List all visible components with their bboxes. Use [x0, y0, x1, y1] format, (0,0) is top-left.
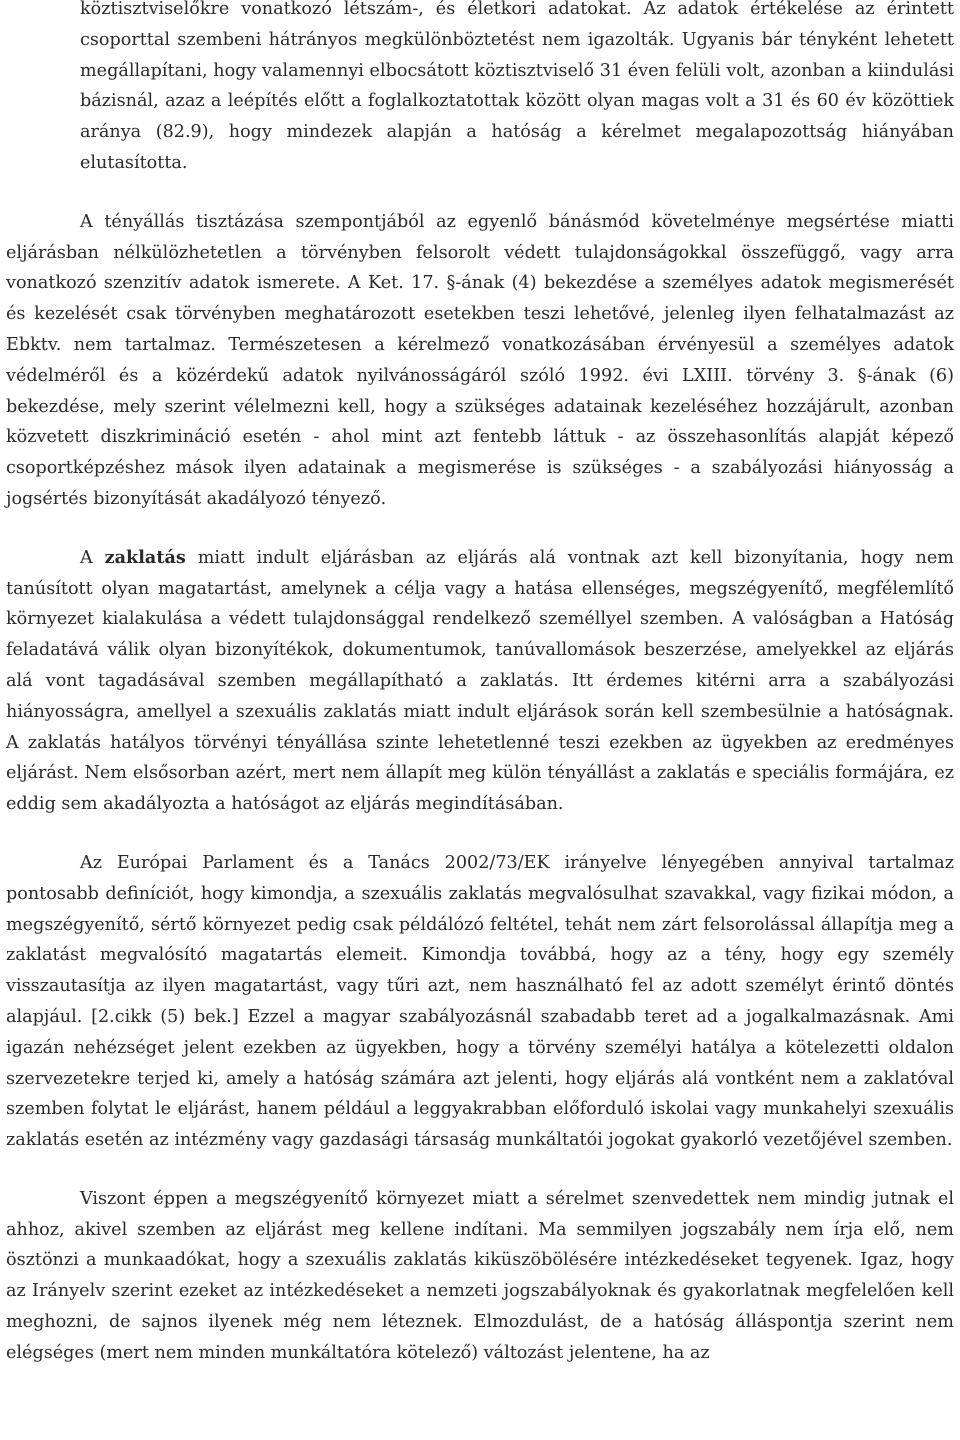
paragraph-5: Viszont éppen a megszégyenítő környezet miatt a sérelmet szenvedettek nem mindig jutnak el ahhoz, akivel szemben az eljárást meg kellene indítani. Ma semmilyen jogszabály nem írja elő, nem ösztönzi a munkaadókat, hogy a szexuális zaklatás kiküszöbölésére intézkedéseket tegyenek. Igaz, hogy az Irányelv szerint ezeket az intézkedéseket a nemzeti jogszabályoknak és gyakorlatnak megfelelően kell meghozni, de sajnos ilyenek még nem léteznek. Elmozdulást, de a hatóság álláspontja szerint nem elégséges (mert nem minden munkáltatóra kötelező) változást jelentene, ha az: [6, 1188, 954, 1363]
paragraph-4: Az Európai Parlament és a Tanács 2002/73/EK irányelve lényegében annyival tartalmaz pontosabb definíciót, hogy kimondja, a szexuális zaklatás megvalósulhat szavakkal, vagy fizikai módon, a megszégyenítő, sértő környezet pedig csak példálózó feltétel, tehát nem zárt felsorolással állapítja meg a zaklatást megvalósító magatartás elemeit. Kimondja továbbá, hogy az a tény, hogy egy személy visszautasítja az ilyen magatartást, vagy tűri azt, nem használható fel az adott személyt érintő döntés alapjául. [2.cikk (5) bek.] Ezzel a magyar szabályozásnál szabadabb teret ad a jogalkalmazásnak. Ami igazán nehézséget jelent ezekben az ügyekben, hogy a törvény személyi hatálya a kötelezetti oldalon szervezetekre terjed ki, amely a hatóság számára azt jelenti, hogy eljárás alá vontként nem a zaklatóval szemben folytat le eljárást, hanem például a leggyakrabban előforduló iskolai vagy munkahelyi szexuális zaklatás esetén az intézmény vagy gazdasági társaság munkáltatói jogokat gyakorló vezetőjével szemben.: [6, 852, 954, 1151]
paragraph-3-lead: A: [80, 547, 105, 568]
paragraph-3: [6, 543, 954, 820]
paragraph-1: köztisztviselőkre vonatkozó létszám-, és életkori adatokat. Az adatok értékelése az érintett csoporttal szembeni hátrányos megkülönböztetést nem igazolták. Ugyanis bár tényként lehetett megállapítani, hogy valamennyi elbocsátott köztisztviselő 31 éven felüli volt, azonban a kiindulási bázisnál, azaz a leépítés előtt a foglalkoztatottak között olyan magas volt a 31 és 60 év közöttiek aránya (82.9), hogy mindezek alapján a hatóság a kérelmet megalapozottság hiányában elutasította.: [80, 0, 954, 173]
paragraph-3-body: miatt indult eljárásban az eljárás alá vontnak azt kell bizonyítania, hogy nem tanúsított olyan magatartást, amelynek a célja vagy a hatása ellenséges, megszégyenítő, megfélemlítő környezet kialakulása a védett tulajdonsággal rendelkező személlyel szemben. A valóságban a Hatóság feladatává válik olyan bizonyítékok, dokumentumok, tanúvallomások beszerzése, amelyekkel az eljárás alá vont tagadásával szemben megállapítható a zaklatás. Itt érdemes kitérni arra a szabályozási hiányosságra, amellyel a szexuális zaklatás miatt indult eljárások során kell szembesülnie a hatóságnak. A zaklatás hatályos törvényi tényállása szinte lehetetlenné teszi ezekben az ügyekben az eredményes eljárást. Nem elsősorban azért, mert nem állapít meg külön tényállást a zaklatás e speciális formájára, ez eddig sem akadályozta a hatóságot az eljárás megindításában.: [6, 547, 954, 815]
emphasized-term-zaklatas: zaklatás: [104, 546, 186, 568]
paragraph-2: A tényállás tisztázása szempontjából az egyenlő bánásmód követelménye megsértése miatti eljárásban nélkülözhetetlen a törvényben felsorolt védett tulajdonságokkal összefüggő, vagy arra vonatkozó szenzitív adatok ismerete. A Ket. 17. §-ának (4) bekezdése a személyes adatok megismerését és kezelését csak törvényben meghatározott esetekben teszi lehetővé, jelenleg ilyen felhatalmazást az Ebktv. nem tartalmaz. Természetesen a kérelmező vonatkozásában érvényesül a személyes adatok védelméről és a közérdekű adatok nyilvánosságáról szóló 1992. évi LXIII. törvény 3. §-ának (6) bekezdése, mely szerint vélelmezni kell, hogy a szükséges adatainak kezeléséhez hozzájárult, azonban közvetett diszkrimináció esetén - ahol mint azt fentebb láttuk - az összehasonlítás alapját képező csoportképzéshez mások ilyen adatainak a megismerése is szükséges - a szabályozási hiányosság a jogsértés bizonyítását akadályozó tényező.: [6, 211, 954, 509]
